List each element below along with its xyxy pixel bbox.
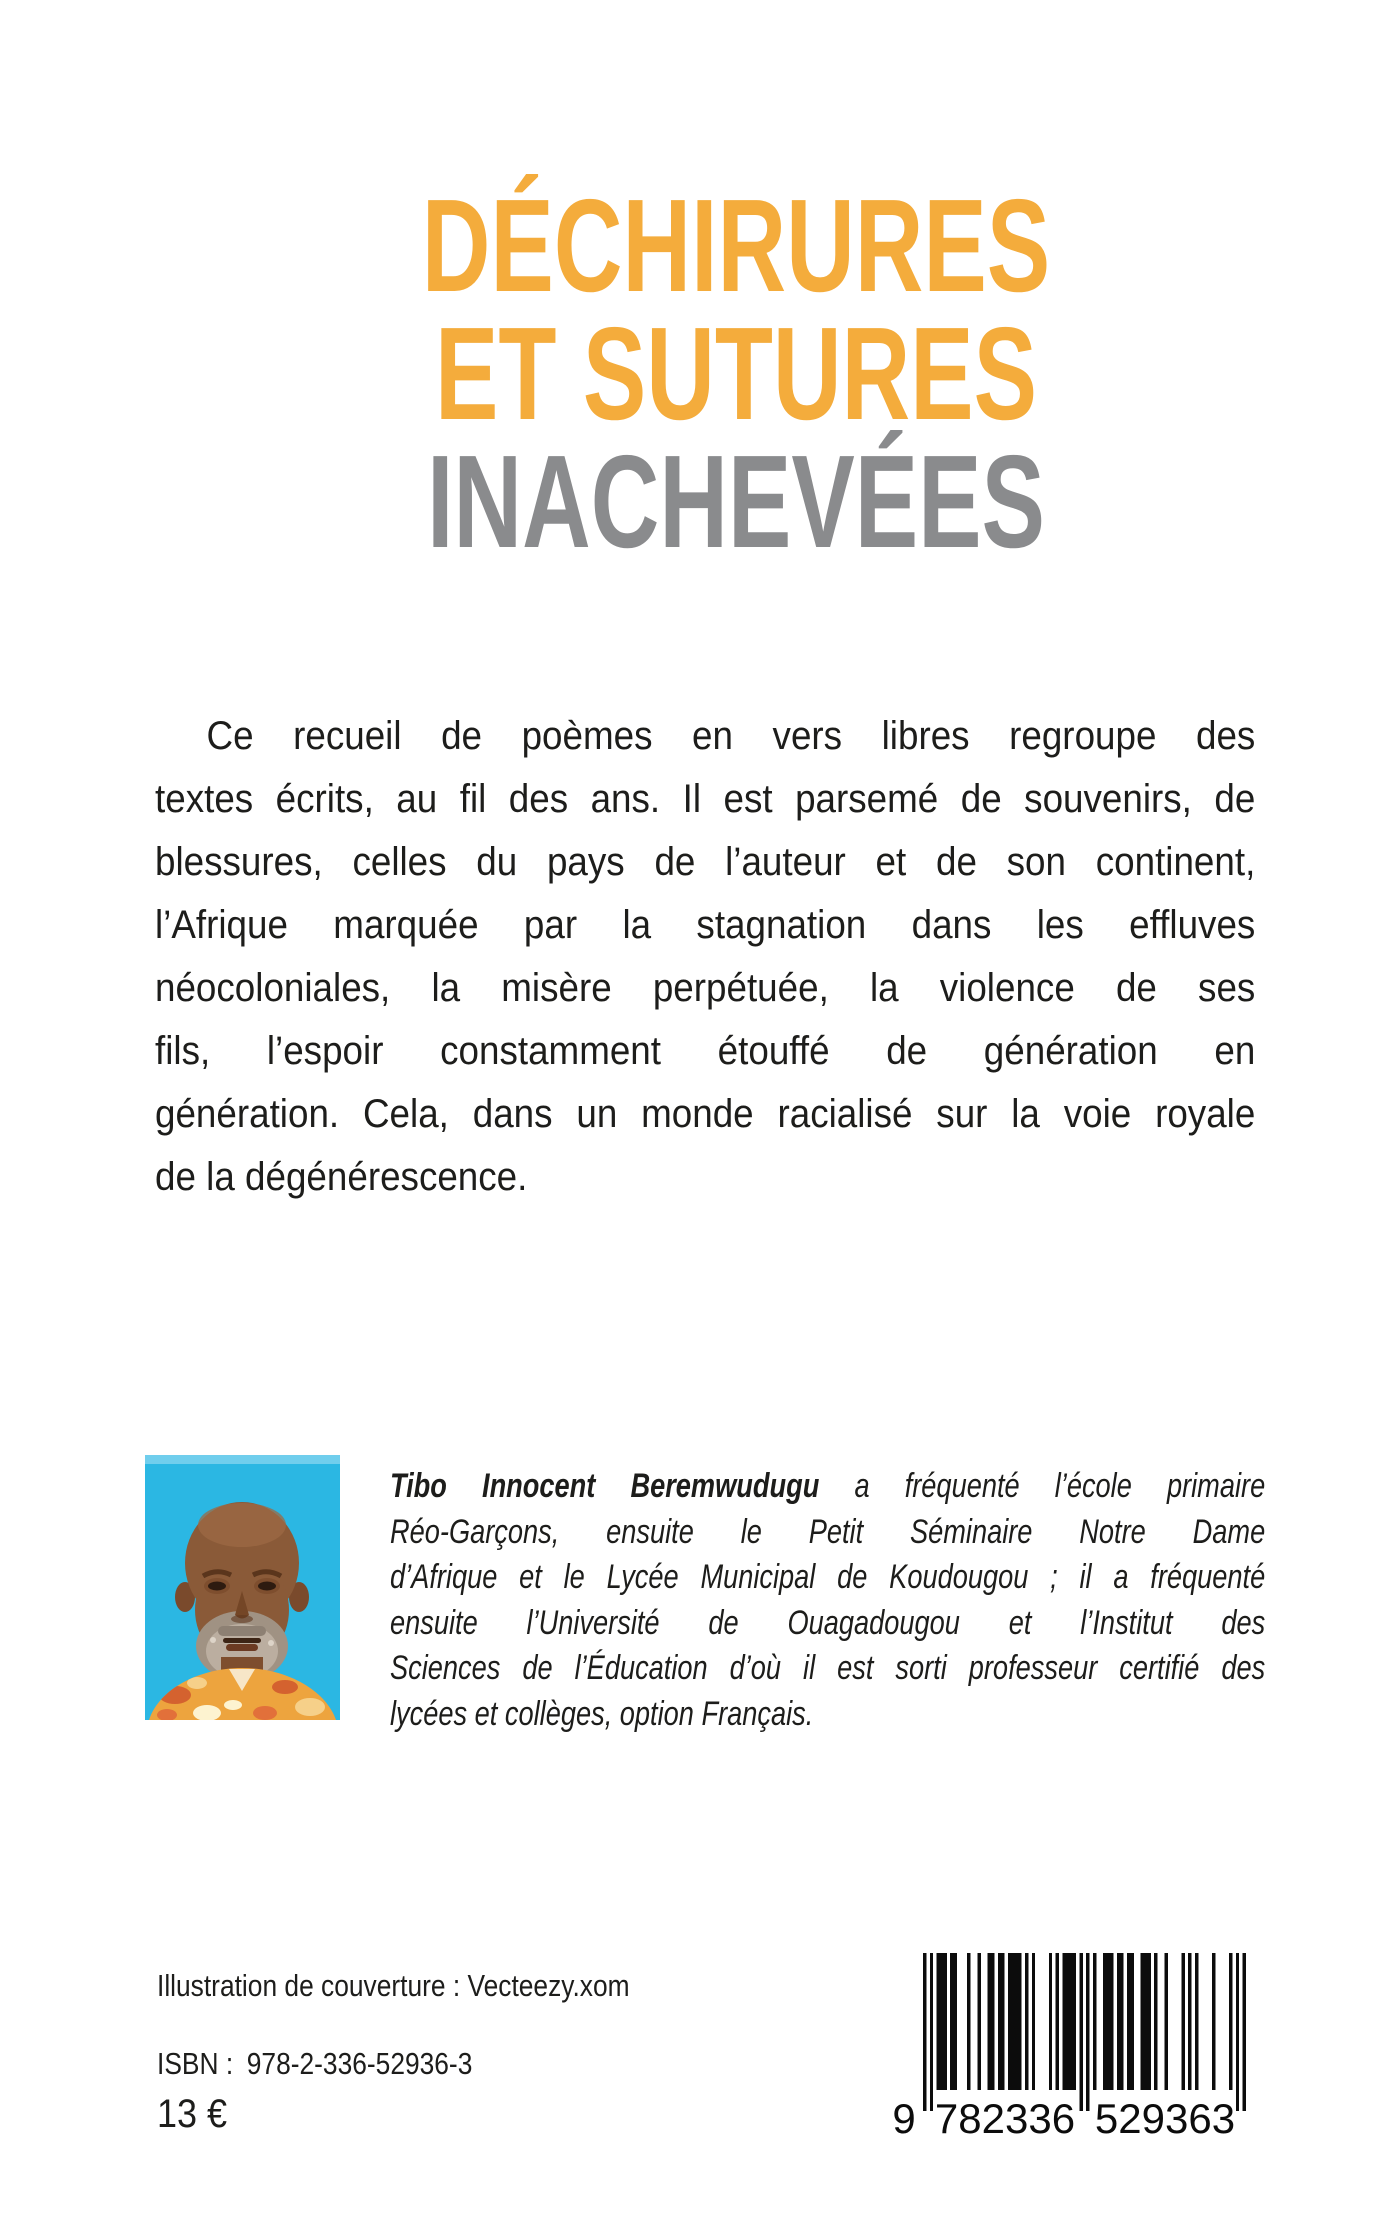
barcode-digits-left: 782336 [934, 2095, 1076, 2140]
isbn-line [157, 2044, 472, 2084]
barcode-digits-right: 529363 [1094, 2095, 1236, 2140]
price: 13 € [157, 2092, 228, 2136]
synopsis-line: fils, l’espoir constamment étouffé de génération en [155, 1029, 1256, 1073]
title-line-3: INACHEVÉES [427, 428, 1045, 575]
ean13-barcode [890, 1953, 1246, 2140]
bio-line-1-rest: a fréquenté l’école primaire [854, 1467, 1266, 1505]
isbn-label: ISBN : [157, 2046, 234, 2081]
synopsis-line: génération. Cela, dans un monde racialisé sur la voie royale [155, 1092, 1256, 1136]
synopsis-line: Ce recueil de poèmes en vers libres regroupe des [206, 714, 1256, 758]
bio-line: d’Afrique et le Lycée Municipal de Koudougou ; il a fréquenté [390, 1558, 1266, 1596]
isbn-value: 978-2-336-52936-3 [246, 2046, 473, 2081]
title-line-1: DÉCHIRURES [421, 172, 1051, 319]
illustration-credit: Illustration de couverture : Vecteezy.xom [157, 1968, 630, 2003]
bio-line: ensuite l’Université de Ouagadougou et l’Institut des [390, 1603, 1266, 1642]
synopsis-line: textes écrits, au fil des ans. Il est parsemé de souvenirs, de [155, 777, 1256, 821]
synopsis-paragraph [155, 705, 1255, 1209]
synopsis-line: blessures, celles du pays de l’auteur et de son continent, [155, 840, 1256, 884]
author-bio [390, 1464, 1265, 1737]
barcode-bars [923, 1953, 1246, 2111]
bio-line: Sciences de l’Éducation d’où il est sorti professeur certifié des [390, 1649, 1266, 1687]
title-line-2: ET SUTURES [435, 300, 1037, 447]
bio-line: Réo-Garçons, ensuite le Petit Séminaire Notre Dame [390, 1512, 1266, 1551]
barcode-digit-lead: 9 [892, 2095, 916, 2140]
synopsis-line: l’Afrique marquée par la stagnation dans les effluves [155, 903, 1256, 947]
bio-line [390, 1464, 1265, 1510]
synopsis-line: néocoloniales, la misère perpétuée, la violence de ses [155, 966, 1256, 1010]
book-title [72, 172, 1400, 575]
author-photo [145, 1455, 340, 1720]
synopsis-line: de la dégénérescence. [155, 1155, 528, 1199]
author-name: Tibo Innocent Beremwudugu [390, 1467, 820, 1505]
bio-line: lycées et collèges, option Français. [390, 1694, 814, 1733]
